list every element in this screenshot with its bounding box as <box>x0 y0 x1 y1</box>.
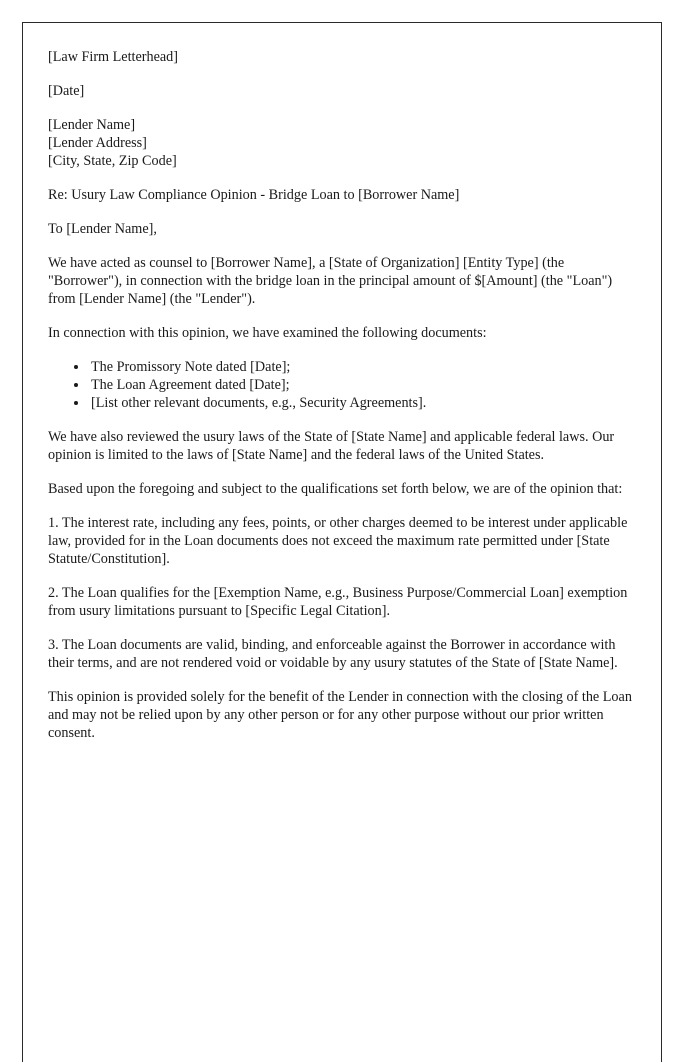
opinion-item-2: 2. The Loan qualifies for the [Exemption Name, e.g., Business Purpose/Commercial Loan] exemption from usury limitations pursuant to [Specific Legal Citation]. <box>48 585 628 619</box>
opinion-item-1: 1. The interest rate, including any fees, points, or other charges deemed to be interest under applicable law, provided for in the Loan documents does not exceed the maximum rate permitted under [State Statute/Constitution]. <box>48 515 628 567</box>
salutation: To [Lender Name], <box>48 221 157 237</box>
subject-line: Re: Usury Law Compliance Opinion - Bridge Loan to [Borrower Name] <box>48 187 460 203</box>
intro-paragraph: We have acted as counsel to [Borrower Name], a [State of Organization] [Entity Type] (the "Borrower"), in connection with the bridge loan in the principal amount of $[Amount] (the "Loan") from [Lender Name] (the "Lender"). <box>48 255 613 307</box>
date-placeholder: [Date] <box>48 83 85 99</box>
document-page <box>22 22 662 1062</box>
letterhead-placeholder: [Law Firm Letterhead] <box>48 49 178 65</box>
documents-examined-lead-in: In connection with this opinion, we have examined the following documents: <box>48 325 487 341</box>
reliance-paragraph: This opinion is provided solely for the benefit of the Lender in connection with the closing of the Loan and may not be relied upon by any other person or for any other purpose without our prior written consent. <box>48 689 632 741</box>
recipient-address-block <box>48 116 638 170</box>
opinion-lead-in: Based upon the foregoing and subject to the qualifications set forth below, we are of the opinion that: <box>48 481 623 497</box>
document-body <box>48 48 638 742</box>
documents-examined-list <box>48 358 638 412</box>
laws-reviewed-paragraph: We have also reviewed the usury laws of the State of [State Name] and applicable federal laws. Our opinion is limited to the laws of [State Name] and the federal laws of the United States. <box>48 429 615 463</box>
list-item: • The Loan Agreement dated [Date]; <box>89 376 638 394</box>
recipient-address: [Lender Address] <box>48 135 147 151</box>
opinion-item-3: 3. The Loan documents are valid, binding, and enforceable against the Borrower in accordance with their terms, and are not rendered void or voidable by any usury statutes of the State of [State Name]. <box>48 637 618 671</box>
list-item: • The Promissory Note dated [Date]; <box>89 358 638 376</box>
recipient-city-state-zip: [City, State, Zip Code] <box>48 153 177 169</box>
list-item: • [List other relevant documents, e.g., Security Agreements]. <box>89 394 638 412</box>
recipient-name: [Lender Name] <box>48 117 136 133</box>
